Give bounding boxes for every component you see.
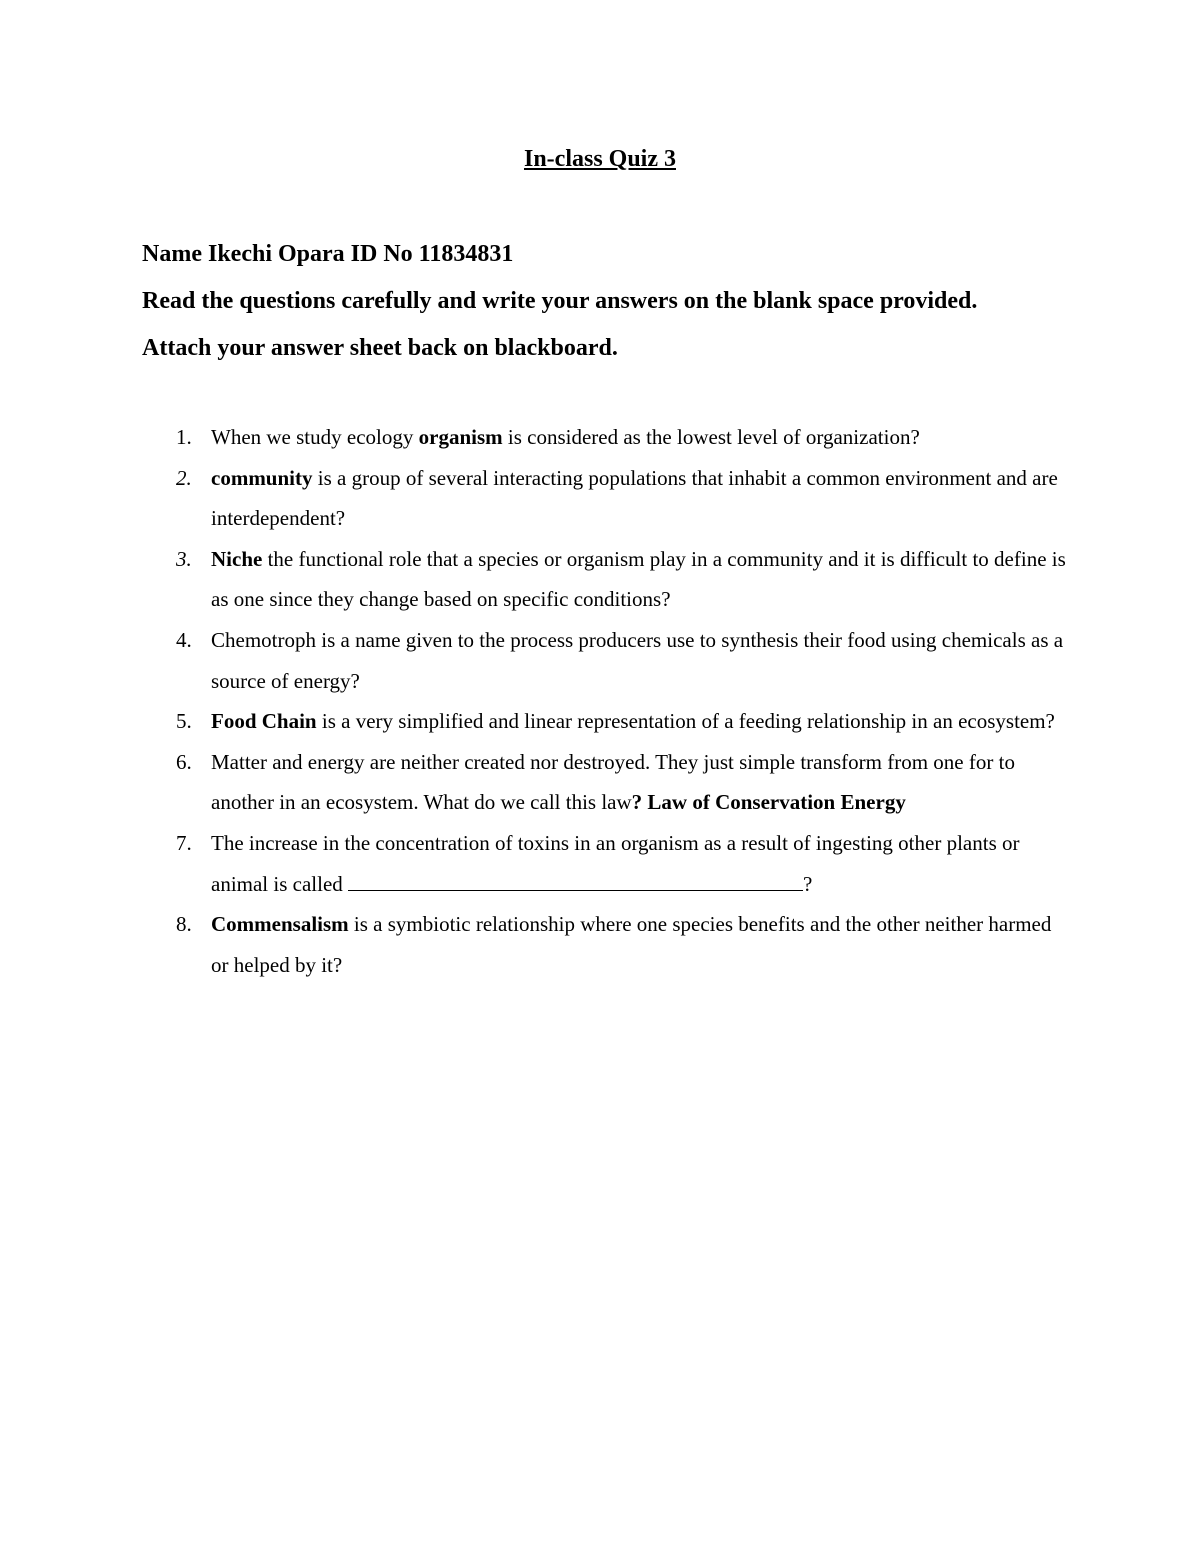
question-text: The increase in the concentration of toxins in an organism as a result of ingesting other plants or animal is called ? (211, 830, 1020, 896)
answer-text: Niche (211, 546, 263, 571)
answer-blank-line[interactable] (348, 868, 803, 891)
question-number: 4. (176, 627, 192, 652)
question-text: Niche the functional role that a species or organism play in a community and it is difficult to define is as one since they change based on specific conditions? (211, 546, 1066, 612)
question-number: 7. (176, 830, 192, 855)
page-title: In-class Quiz 3 (523, 146, 676, 172)
question-number: 2. (176, 465, 192, 490)
question-number: 6. (176, 749, 192, 774)
question-text: Commensalism is a symbiotic relationship where one species benefits and the other neither harmed or helped by it? (211, 912, 1052, 977)
question-number: 5. (176, 709, 192, 734)
question-number: 1. (176, 425, 192, 449)
question-text: Food Chain is a very simplified and linear representation of a feeding relationship in an ecosystem? (211, 709, 1055, 734)
instruction-line-2: Attach your answer sheet back on blackboard. (142, 335, 618, 361)
question-list (0, 417, 1200, 985)
name-id-line: Name Ikechi Opara ID No 11834831 (142, 241, 514, 267)
question-3 (0, 539, 1200, 620)
question-text: Chemotroph is a name given to the process producers use to synthesis their food using chemicals as a source of energy? (211, 627, 1064, 693)
question-text: community is a group of several interacting populations that inhabit a common environment and are interdependent? (211, 465, 1058, 531)
question-7 (0, 823, 1200, 904)
question-1 (0, 417, 1200, 458)
answer-text: community (211, 465, 313, 490)
answer-text: Food Chain (211, 709, 317, 734)
question-text: When we study ecology organism is considered as the lowest level of organization? (211, 425, 920, 449)
question-5 (0, 701, 1200, 742)
question-text: Matter and energy are neither created nor destroyed. They just simple transform from one for to another in an ecosystem. What do we call this law? Law of Conservation Energy (211, 749, 1015, 815)
question-8 (0, 904, 1200, 985)
question-number: 3. (176, 546, 192, 571)
instruction-line-1: Read the questions carefully and write your answers on the blank space provided. (142, 288, 978, 314)
question-2 (0, 458, 1200, 539)
answer-text: organism (418, 425, 503, 449)
answer-text: ? Law of Conservation Energy (631, 790, 906, 815)
question-6 (0, 742, 1200, 823)
question-number: 8. (176, 912, 192, 937)
answer-text: Commensalism (211, 912, 349, 937)
question-4 (0, 620, 1200, 701)
